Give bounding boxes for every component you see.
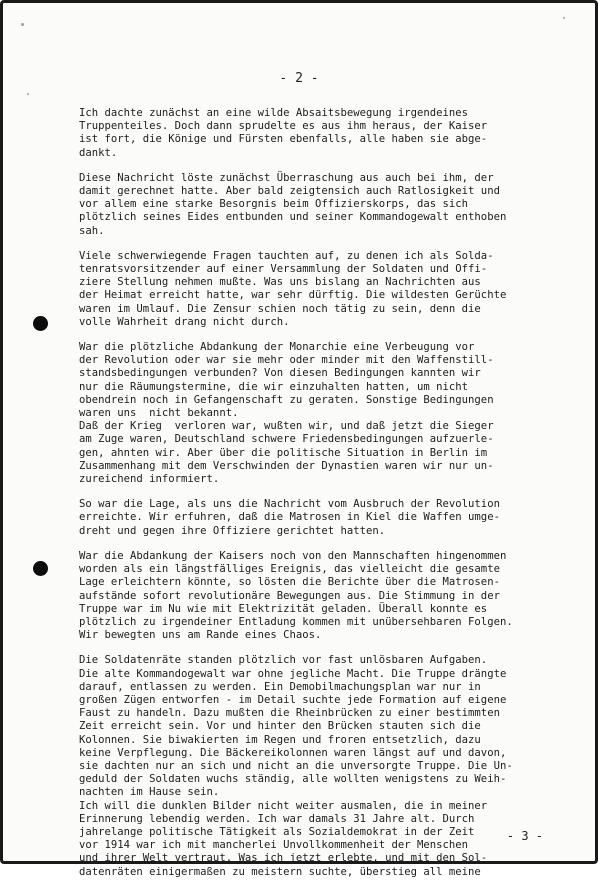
scan-speckle — [21, 23, 24, 26]
paragraph — [79, 250, 579, 329]
text-line: Lage erleichtern könnte, so lösten die Berichte über die Matrosen- — [79, 576, 500, 589]
next-page-marker: - 3 - — [506, 829, 543, 843]
text-line: der Revolution oder war sie mehr oder minder mit den Waffenstill- — [79, 354, 494, 367]
text-line: waren uns nicht bekannt. — [79, 407, 239, 420]
paragraph — [79, 550, 579, 642]
paragraph — [79, 654, 579, 799]
text-line: großen Zügen entworfen - im Detail suchte jede Formation auf eigene — [79, 693, 507, 706]
paragraph — [79, 800, 579, 879]
scan-speckle — [27, 93, 29, 95]
paragraph — [79, 107, 579, 160]
text-line: und ihrer Welt vertraut. Was ich jetzt erlebte, und mit den Sol- — [79, 852, 488, 865]
text-line: waren im Umlauf. Die Zensur schien noch tätig zu sein, denn die — [79, 302, 481, 315]
text-line: am Zuge waren, Deutschland schwere Friedensbedingungen aufzuerle- — [79, 433, 494, 446]
text-line: nachten im Hause sein. — [79, 786, 220, 799]
paragraph — [79, 341, 579, 486]
text-line: dreht und gegen ihre Offiziere gerichtet hatten. — [79, 524, 386, 537]
text-line: datenräten einigermaßen zu meistern suchte, überstieg all meine — [79, 865, 481, 878]
text-line: damit gerechnet hatte. Aber bald zeigtensich auch Ratlosigkeit und — [79, 185, 500, 198]
text-line: Diese Nachricht löste zunächst Überraschung aus auch bei ihm, der — [79, 171, 494, 184]
text-line: aufstände sofort revolutionäre Bewegungen aus. Die Stimmung in der — [79, 589, 500, 602]
text-line: keine Verpflegung. Die Bäckereikolonnen waren längst auf und davon, — [79, 746, 507, 759]
text-line: plötzlich seines Eides entbunden und seiner Kommandogewalt enthoben — [79, 211, 507, 224]
text-line: War die plötzliche Abdankung der Monarchie eine Verbeugung vor — [79, 341, 475, 354]
punch-hole-bottom — [33, 561, 48, 576]
text-line: Ich dachte zunächst an eine wilde Absaitsbewegung irgendeines — [79, 107, 469, 119]
text-line: ziere Stellung nehmen mußte. Was uns bislang an Nachrichten aus — [79, 276, 481, 289]
text-line: So war die Lage, als uns die Nachricht vom Ausbruch der Revolution — [79, 498, 500, 511]
text-line: darauf, entlassen zu werden. Ein Demobilmachungsplan war nur in — [79, 680, 481, 693]
text-line: worden als ein längstfälliges Ereignis, das vielleicht die gesamte — [79, 563, 500, 576]
paragraph — [79, 498, 579, 538]
text-line: zureichend informiert. — [79, 473, 220, 486]
text-line: tenratsvorsitzender auf einer Versammlung der Soldaten und Offi- — [79, 263, 488, 276]
text-line: volle Wahrheit drang nicht durch. — [79, 315, 290, 328]
text-line: Die Soldatenräte standen plötzlich vor fast unlösbaren Aufgaben. — [79, 654, 488, 667]
text-line: plötzlich zu irgendeiner Entladung kommen mit unübersehbaren Folgen. — [79, 615, 513, 628]
document-body — [79, 107, 579, 891]
text-line: Truppe war im Nu wie mit Elektrizität geladen. Überall konnte es — [79, 602, 488, 615]
text-line: geduld der Soldaten wuchs ständig, alle wollten wenigstens zu Weih- — [79, 773, 507, 786]
text-line: Die alte Kommandogewalt war ohne jegliche Macht. Die Truppe drängte — [79, 667, 507, 680]
paragraph — [79, 172, 579, 238]
text-line: sie dachten nur an sich und nicht an die unversorgte Truppe. Die Un- — [79, 759, 513, 772]
text-line: ist fort, die Könige und Fürsten ebenfalls, alle haben sie abge- — [79, 133, 488, 146]
text-line: Wir bewegten uns am Rande eines Chaos. — [79, 629, 322, 642]
text-line: vor allem eine starke Besorgnis beim Offizierskorps, das sich — [79, 198, 469, 211]
page-number: - 2 - — [279, 71, 319, 86]
text-line: Viele schwerwiegende Fragen tauchten auf, zu denen ich als Solda- — [79, 249, 494, 262]
text-line: Daß der Krieg verloren war, wußten wir, und daß jetzt die Sieger — [79, 420, 494, 433]
text-line: War die Abdankung der Kaisers noch von den Mannschaften hingenommen — [79, 549, 507, 562]
text-line: Faust zu handeln. Dazu mußten die Rheinbrücken zu einer bestimmten — [79, 707, 500, 720]
text-line: Kolonnen. Sie biwakierten im Regen und froren entsetzlich, dazu — [79, 733, 481, 746]
text-line: Ich will die dunklen Bilder nicht weiter ausmalen, die in meiner — [79, 799, 488, 812]
punch-hole-top — [33, 316, 48, 331]
text-line: gen, ahnten wir. Aber über die politische Situation in Berlin im — [79, 446, 488, 459]
scan-speckle — [563, 17, 565, 19]
text-line: jahrelange politische Tätigkeit als Sozialdemokrat in der Zeit — [79, 825, 475, 838]
text-line: Erinnerung lebendig werden. Ich war damals 31 Jahre alt. Durch — [79, 812, 475, 825]
text-line: nur die Räumungstermine, die wir einzuhalten hatten, um nicht — [79, 380, 469, 393]
text-line: Zusammenhang mit dem Verschwinden der Dynastien waren wir nur un- — [79, 459, 494, 472]
text-line: obendrein noch in Gefangenschaft zu geraten. Sonstige Bedingungen — [79, 393, 494, 406]
text-line: erreichte. Wir erfuhren, daß die Matrosen in Kiel die Waffen umge- — [79, 511, 500, 524]
text-line: standsbedingungen verbunden? Von diesen Bedingungen kannten wir — [79, 367, 481, 380]
text-line: vor 1914 war ich mit mancherlei Unvollkommenheit der Menschen — [79, 839, 469, 852]
text-line: dankt. — [79, 146, 118, 159]
text-line: sah. — [79, 224, 105, 237]
text-line: Zeit erreicht sein. Vor und hinter den Brücken stauten sich die — [79, 720, 481, 733]
text-line: der Heimat erreicht hatte, war sehr dürftig. Die wildesten Gerüchte — [79, 289, 507, 302]
text-line: Truppenteiles. Doch dann sprudelte es aus ihm heraus, der Kaiser — [79, 120, 488, 133]
